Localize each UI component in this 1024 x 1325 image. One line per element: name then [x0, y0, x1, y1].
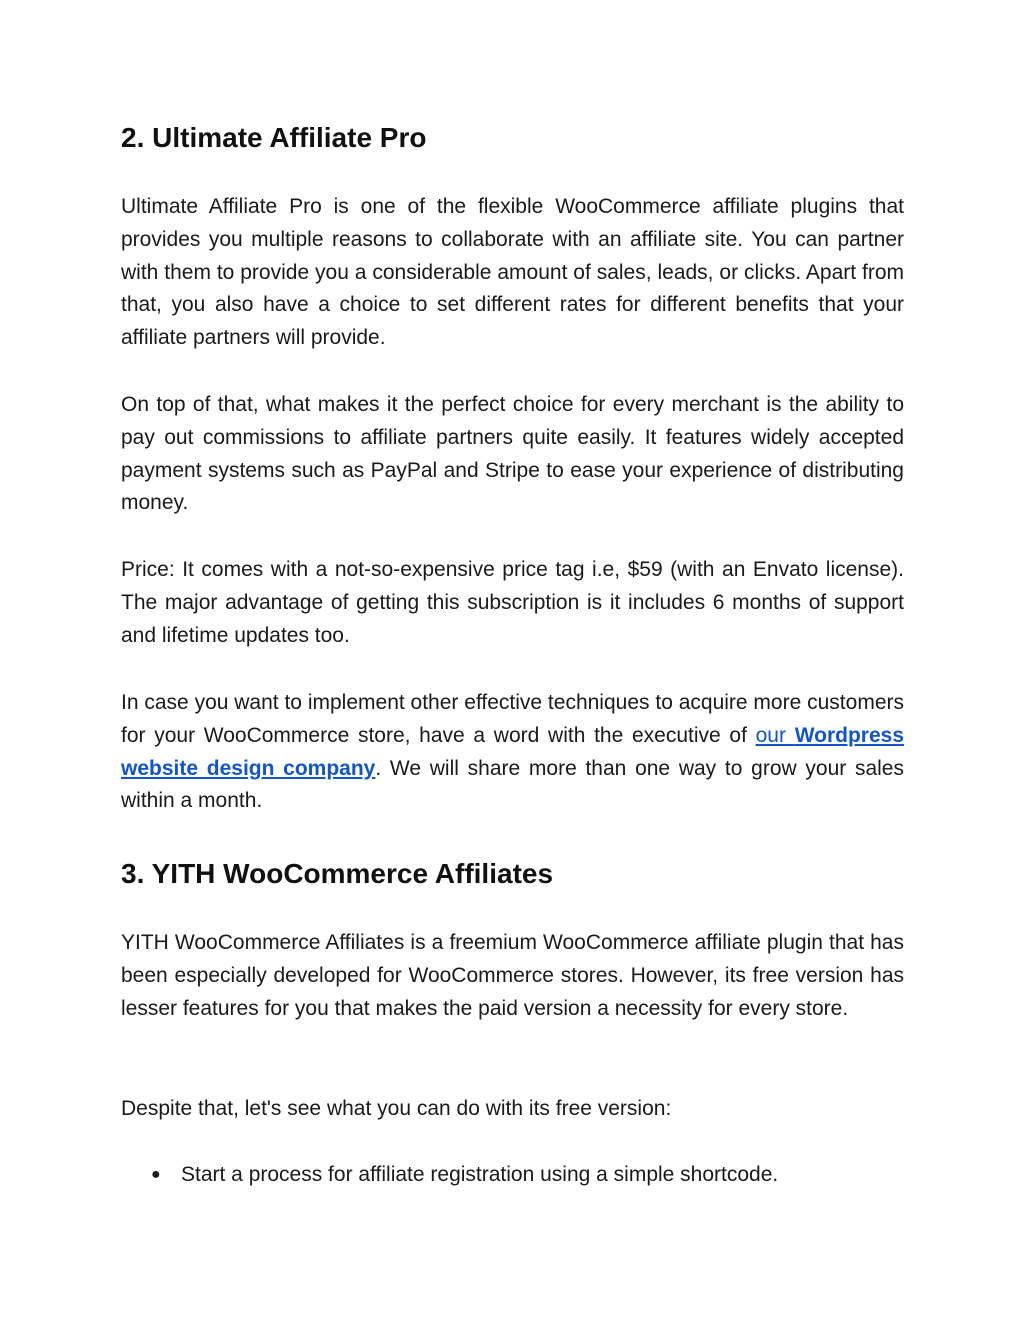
paragraph-in-case-text-end: . We will share more than one way to grow your sales within a month.: [121, 756, 904, 813]
paragraph-in-case: [121, 687, 904, 818]
link-text-bold: Wordpress website design company: [121, 723, 904, 780]
paragraph-price: Price: It comes with a not-so-expensive price tag i.e, $59 (with an Envato license). The major advantage of getting this subscription is it includes 6 months of support and lifetime updates too.: [121, 558, 904, 647]
paragraph-on-top: On top of that, what makes it the perfect choice for every merchant is the ability to pay out commissions to affiliate partners quite easily. It features widely accepted payment systems such as PayPal and Stripe to ease your experience of distributing money.: [121, 393, 904, 515]
feature-bullet-list: [151, 1159, 904, 1192]
section-heading-yith-woocommerce-affiliates: 3. YITH WooCommerce Affiliates: [121, 858, 554, 889]
link-text-plain: our: [755, 723, 795, 747]
section-heading-ultimate-affiliate-pro: 2. Ultimate Affiliate Pro: [121, 122, 427, 153]
paragraph-despite: Despite that, let's see what you can do with its free version:: [121, 1097, 672, 1120]
bullet-icon: ●: [151, 1166, 161, 1183]
paragraph-intro: Ultimate Affiliate Pro is one of the flexible WooCommerce affiliate plugins that provides you multiple reasons to collaborate with an affiliate site. You can partner with them to provide you a considerable amount of sales, leads, or clicks. Apart from that, you also have a choice to set different rates for different benefits that your affiliate partners will provide.: [121, 195, 904, 350]
paragraph-in-case-text-start: In case you want to implement other effective techniques to acquire more customers for your WooCommerce store, have a word with the executive of: [121, 691, 904, 747]
paragraph-yith-intro: YITH WooCommerce Affiliates is a freemium WooCommerce affiliate plugin that has been especially developed for WooCommerce stores. However, its free version has lesser features for you that makes the paid version a necessity for every store.: [121, 931, 904, 1020]
list-item-text: Start a process for affiliate registration using a simple shortcode.: [181, 1163, 779, 1186]
list-item: [151, 1159, 904, 1192]
